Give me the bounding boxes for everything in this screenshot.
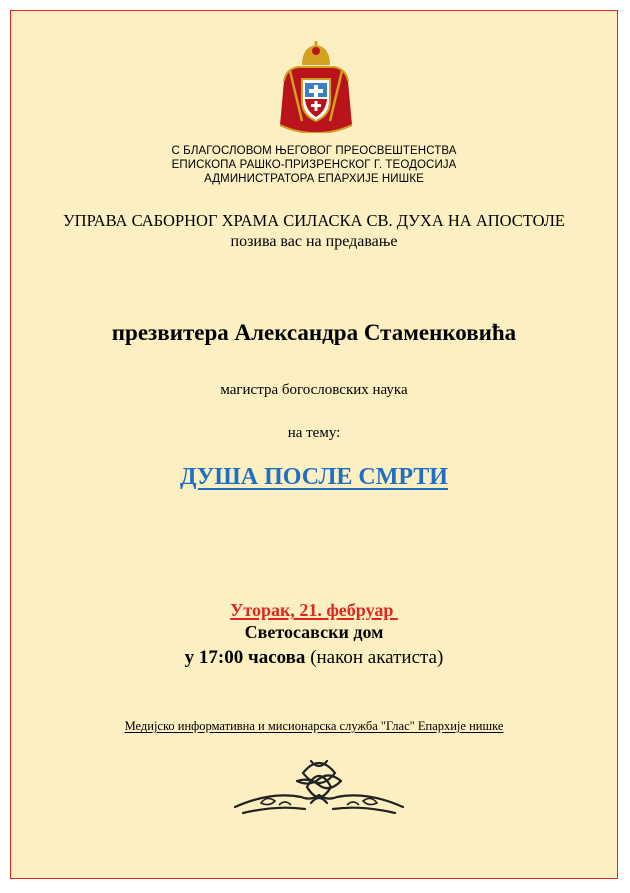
invitation-page	[10, 10, 618, 879]
invitation-phrase: позива вас на предавање	[230, 233, 398, 250]
lecture-title-text: ДУША ПОСЛЕ СМРТИ	[180, 464, 448, 490]
event-time-note: (након акатиста)	[305, 647, 444, 668]
event-date-text: Уторак, 21. фебруар	[230, 600, 398, 620]
footer-credit	[11, 719, 617, 734]
speaker-degree: магистра богословских наука	[220, 382, 408, 398]
speaker-name: презвитера Александра Стаменковића	[111, 320, 517, 345]
event-date	[11, 599, 617, 621]
blessing-text	[11, 144, 617, 186]
celtic-knot-ornament-icon	[231, 751, 407, 821]
event-time-value: у 17:00 часова	[184, 647, 306, 668]
blessing-line-3: АДМИНИСТРАТОРА ЕПАРХИЈЕ НИШКЕ	[204, 173, 424, 185]
blessing-line-2: ЕПИСКОПА РАШКО-ПРИЗРЕНСКОГ Г. ТЕОДОСИЈА	[171, 159, 457, 171]
event-time	[11, 646, 617, 669]
diocese-coat-of-arms-icon	[276, 41, 356, 133]
host-line: УПРАВА САБОРНОГ ХРАМА СИЛАСКА СВ. ДУХА НА АПОСТОЛЕ	[63, 211, 565, 230]
topic-intro: на тему:	[287, 425, 341, 441]
footer-credit-text: Медијско информативна и мисионарска служба "Глас" Епархије нишке	[124, 719, 504, 733]
event-venue: Светосавски дом	[244, 622, 384, 642]
blessing-line-1: С БЛАГОСЛОВОМ ЊЕГОВОГ ПРЕОСВЕШТЕНСТВА	[171, 145, 457, 157]
lecture-title	[11, 462, 617, 492]
